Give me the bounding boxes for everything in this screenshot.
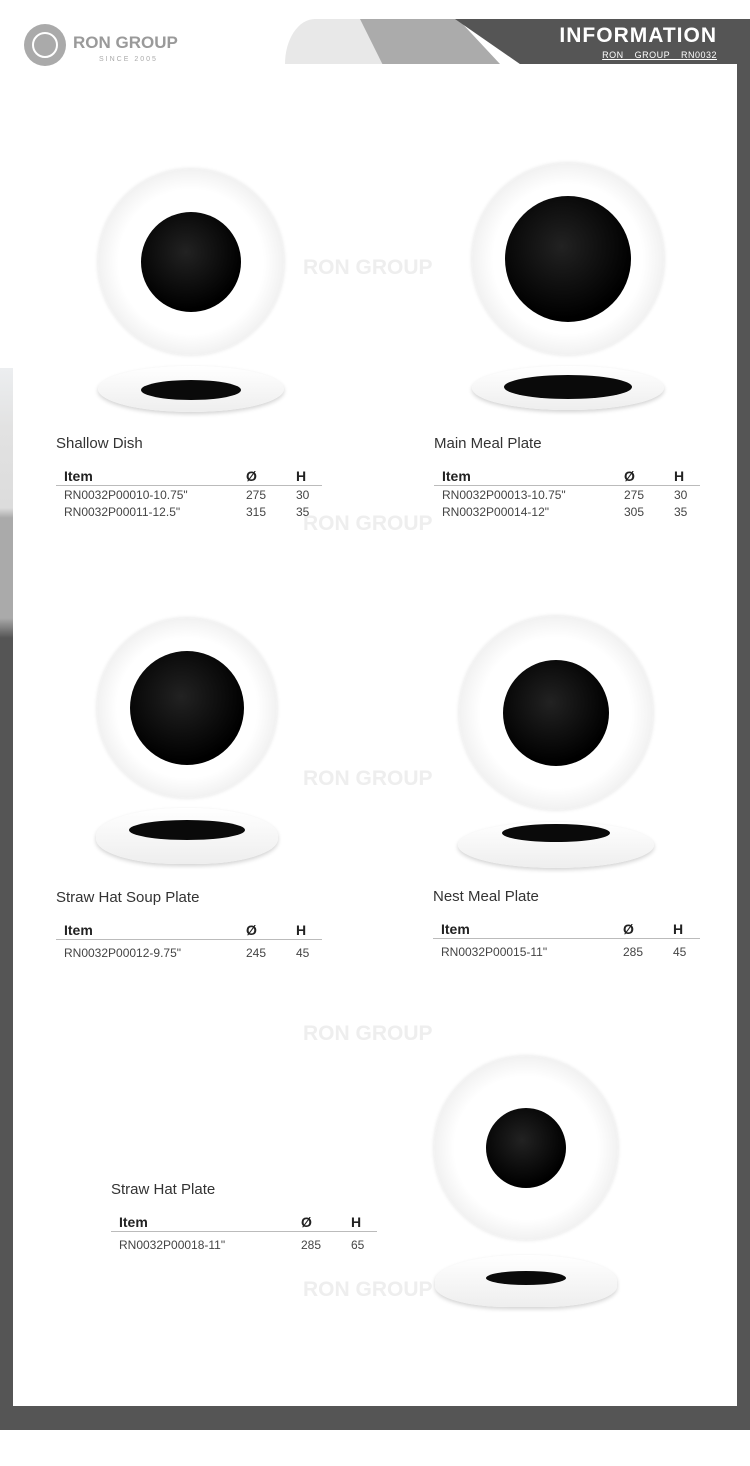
cell-item: RN0032P00013-10.75" [442,488,566,502]
plate-top-view [472,163,664,355]
cell-height: 30 [296,488,310,502]
col-item: Item [119,1214,148,1230]
col-diameter: Ø [246,922,257,938]
cell-diameter: 275 [624,488,645,502]
plate-side-view [96,808,278,864]
table-header [111,1212,377,1232]
product-table [111,1212,377,1253]
plate-side-view [98,366,284,412]
cell-diameter: 315 [246,505,267,519]
watermark: RON GROUP [303,767,433,790]
table-row [111,1236,377,1253]
table-row [56,503,322,520]
cell-height: 45 [673,945,687,959]
brand-name: RON GROUP [73,33,178,52]
cell-diameter: 285 [301,1238,322,1252]
cell-diameter: 275 [246,488,267,502]
col-height: H [351,1214,362,1230]
page-subtitle: RON GROUP RN0032 [602,50,717,60]
frame-bottom [0,1406,750,1430]
col-height: H [673,921,684,937]
product-title: Shallow Dish [56,435,143,452]
col-height: H [674,468,685,484]
table-header [434,466,700,486]
cell-item: RN0032P00010-10.75" [64,488,188,502]
cell-height: 65 [351,1238,365,1252]
cell-height: 35 [296,505,310,519]
col-item: Item [64,468,93,484]
brand-since: SINCE 2005 [99,56,158,63]
product-title: Nest Meal Plate [433,888,539,905]
table-header [433,919,700,939]
product-title: Straw Hat Plate [111,1181,216,1198]
table-row [433,943,700,960]
cell-diameter: 305 [624,505,645,519]
watermark: RON GROUP [303,256,433,279]
table-row [56,486,322,503]
frame-right [737,64,750,1430]
col-diameter: Ø [624,468,635,484]
cell-item: RN0032P00011-12.5" [64,505,181,519]
cell-height: 30 [674,488,688,502]
table-row [434,503,700,520]
watermark: RON GROUP [303,512,433,535]
cell-item: RN0032P00015-11" [441,945,548,959]
col-diameter: Ø [246,468,257,484]
cell-height: 35 [674,505,688,519]
product-table [434,466,700,520]
col-item: Item [441,921,470,937]
cell-diameter: 285 [623,945,644,959]
page-title: INFORMATION [559,24,717,47]
cell-item: RN0032P00018-11" [119,1238,226,1252]
watermark: RON GROUP [303,1022,433,1045]
cell-diameter: 245 [246,946,267,960]
plate-top-view [97,618,277,798]
product-title: Main Meal Plate [434,435,542,452]
plate-top-view [434,1056,618,1240]
plate-side-view [435,1255,617,1307]
table-header [56,466,322,486]
col-item: Item [64,922,93,938]
frame-left [0,368,13,1430]
col-item: Item [442,468,471,484]
product-table [56,466,322,520]
logo-icon [24,24,66,66]
col-diameter: Ø [623,921,634,937]
table-row [56,944,322,961]
plate-top-view [459,616,653,810]
plate-top-view [98,169,284,355]
table-row [434,486,700,503]
watermark: RON GROUP [303,1278,433,1301]
col-diameter: Ø [301,1214,312,1230]
plate-side-view [472,366,664,410]
col-height: H [296,922,307,938]
product-table [56,920,322,961]
cell-height: 45 [296,946,310,960]
col-height: H [296,468,307,484]
product-title: Straw Hat Soup Plate [56,889,200,906]
cell-item: RN0032P00012-9.75" [64,946,182,960]
table-header [56,920,322,940]
plate-side-view [458,822,654,868]
cell-item: RN0032P00014-12" [442,505,550,519]
product-table [433,919,700,960]
